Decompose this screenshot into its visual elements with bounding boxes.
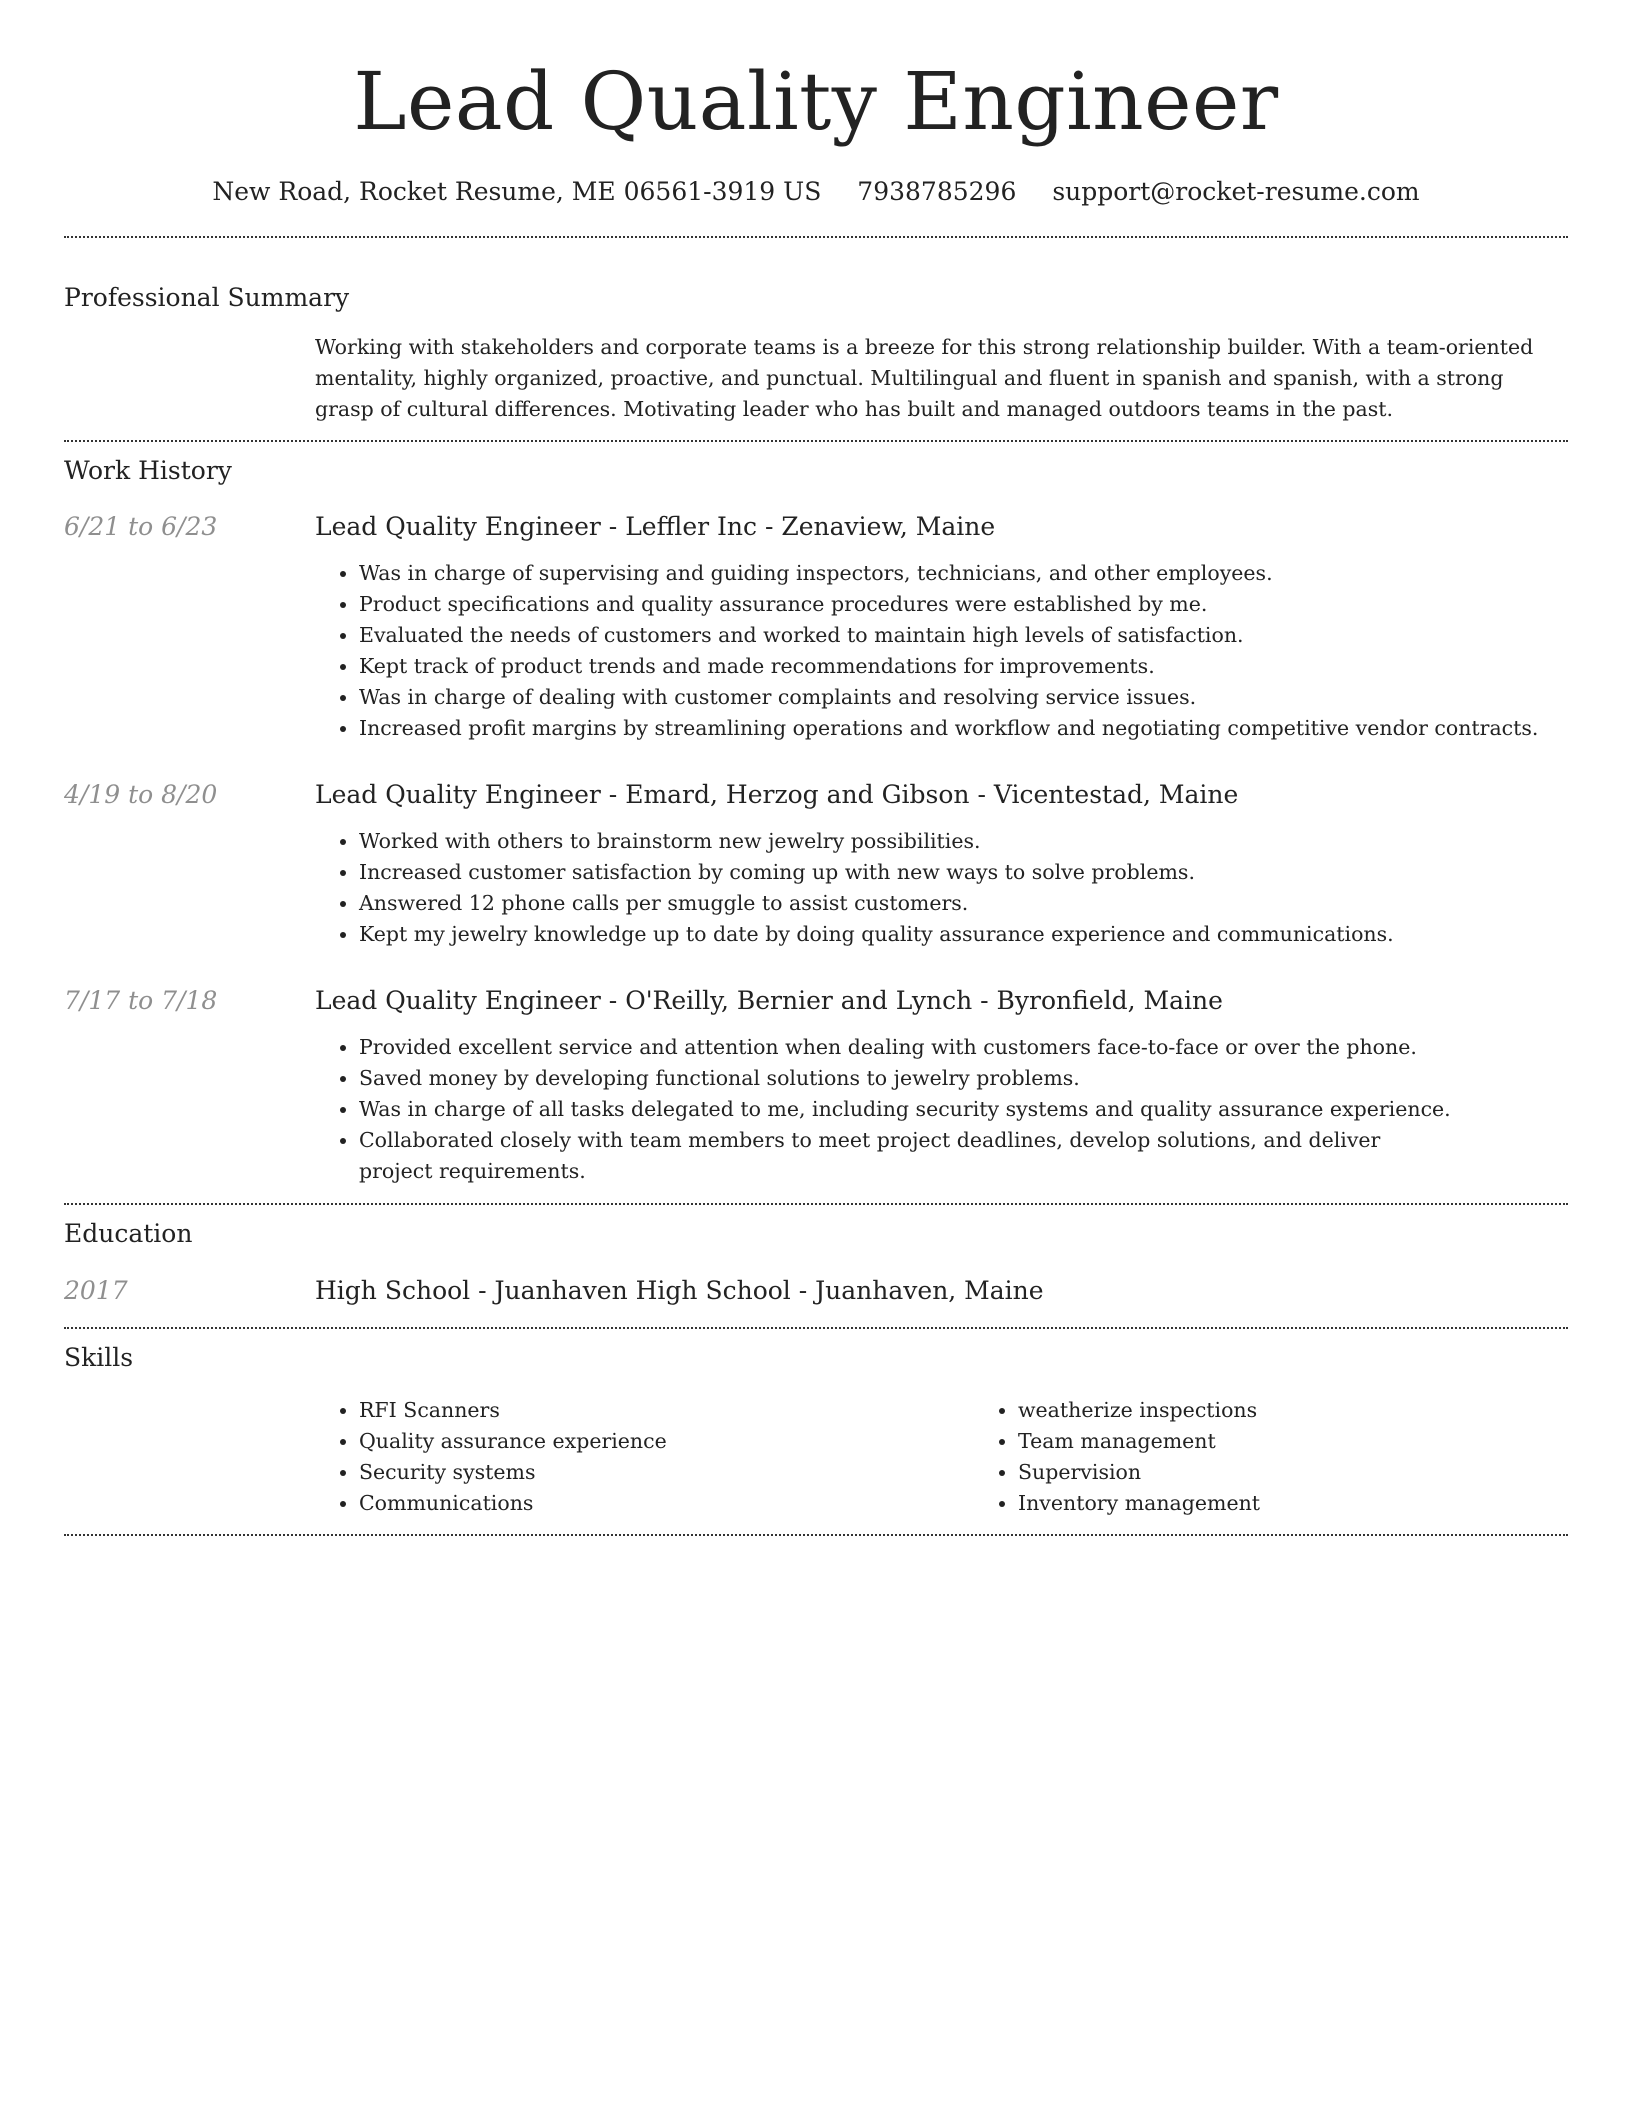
summary-title: Professional Summary (64, 283, 350, 312)
divider (64, 1534, 1568, 1536)
divider (64, 440, 1568, 442)
list-item: • Kept track of product trends and made recommendations for improvements. (359, 651, 1568, 682)
list-item: • Evaluated the needs of customers and worked to maintain high levels of satisfaction. (359, 620, 1568, 651)
job-heading: Lead Quality Engineer - Emard, Herzog and Gibson - Vicentestad, Maine (315, 780, 1239, 809)
list-item: • Collaborated closely with team members to meet project deadlines, develop solutions, and deliver project requirements. (359, 1125, 1568, 1187)
job-entry (64, 984, 1568, 1187)
contact-email: support@rocket-resume.com (1052, 177, 1420, 206)
job-bullets (315, 826, 1568, 950)
resume-page (64, 0, 1568, 1536)
list-item: • Kept my jewelry knowledge up to date by doing quality assurance experience and communications. (359, 919, 1568, 950)
list-item: • Was in charge of supervising and guiding inspectors, technicians, and other employees. (359, 558, 1568, 589)
divider (64, 1203, 1568, 1205)
job-heading: Lead Quality Engineer - Leffler Inc - Zenaview, Maine (315, 512, 996, 541)
list-item: • Provided excellent service and attention when dealing with customers face-to-face or over the phone. (359, 1032, 1568, 1063)
list-item: • Answered 12 phone calls per smuggle to assist customers. (359, 888, 1568, 919)
education-heading: High School - Juanhaven High School - Juanhaven, Maine (315, 1276, 1044, 1305)
education-year: 2017 (64, 1276, 128, 1305)
education-section (64, 1217, 1568, 1308)
contact-line (64, 174, 1568, 210)
list-item: • Saved money by developing functional solutions to jewelry problems. (359, 1063, 1568, 1094)
resume-name: Lead Quality Engineer (353, 55, 1279, 148)
work-section (64, 454, 1568, 1187)
skill-item: • Communications (359, 1488, 974, 1519)
job-dates: 4/19 to 8/20 (64, 780, 218, 809)
skill-item: • RFI Scanners (359, 1395, 974, 1426)
skill-item: • Security systems (359, 1457, 974, 1488)
work-title: Work History (64, 456, 232, 485)
list-item: • Product specifications and quality assurance procedures were established by me. (359, 589, 1568, 620)
job-entry (64, 510, 1568, 744)
summary-section (64, 281, 1568, 425)
job-dates: 7/17 to 7/18 (64, 986, 218, 1015)
list-item: • Was in charge of dealing with customer complaints and resolving service issues. (359, 682, 1568, 713)
skills-list-left (315, 1395, 974, 1519)
list-item: • Worked with others to brainstorm new jewelry possibilities. (359, 826, 1568, 857)
contact-phone: 7938785296 (857, 177, 1017, 206)
skill-item: • Supervision (1018, 1457, 1632, 1488)
skill-item: • Team management (1018, 1426, 1632, 1457)
divider (64, 1327, 1568, 1329)
skills-title: Skills (64, 1343, 134, 1372)
skills-list-right (974, 1395, 1632, 1519)
skills-section (64, 1341, 1568, 1519)
job-heading: Lead Quality Engineer - O'Reilly, Bernier and Lynch - Byronfield, Maine (315, 986, 1223, 1015)
job-entry (64, 778, 1568, 950)
list-item: • Increased customer satisfaction by coming up with new ways to solve problems. (359, 857, 1568, 888)
education-title: Education (64, 1219, 193, 1248)
skill-item: • Quality assurance experience (359, 1426, 974, 1457)
list-item: • Increased profit margins by streamlining operations and workflow and negotiating competitive vendor contracts. (359, 713, 1568, 744)
skill-item: • weatherize inspections (1018, 1395, 1632, 1426)
list-item: • Was in charge of all tasks delegated to me, including security systems and quality assurance experience. (359, 1094, 1568, 1125)
skill-item: • Inventory management (1018, 1488, 1632, 1519)
job-bullets (315, 1032, 1568, 1187)
contact-address: New Road, Rocket Resume, ME 06561-3919 US (212, 177, 822, 206)
job-dates: 6/21 to 6/23 (64, 512, 218, 541)
divider (64, 236, 1568, 238)
summary-text: Working with stakeholders and corporate teams is a breeze for this strong relationship builder. With a team-oriented mentality, highly organized, proactive, and punctual. Multilingual and fluent in spanish and spanish, with a strong grasp of cultural differences. Motivating leader who has built and managed outdoors teams in the past. (315, 335, 1534, 421)
job-bullets (315, 558, 1568, 744)
